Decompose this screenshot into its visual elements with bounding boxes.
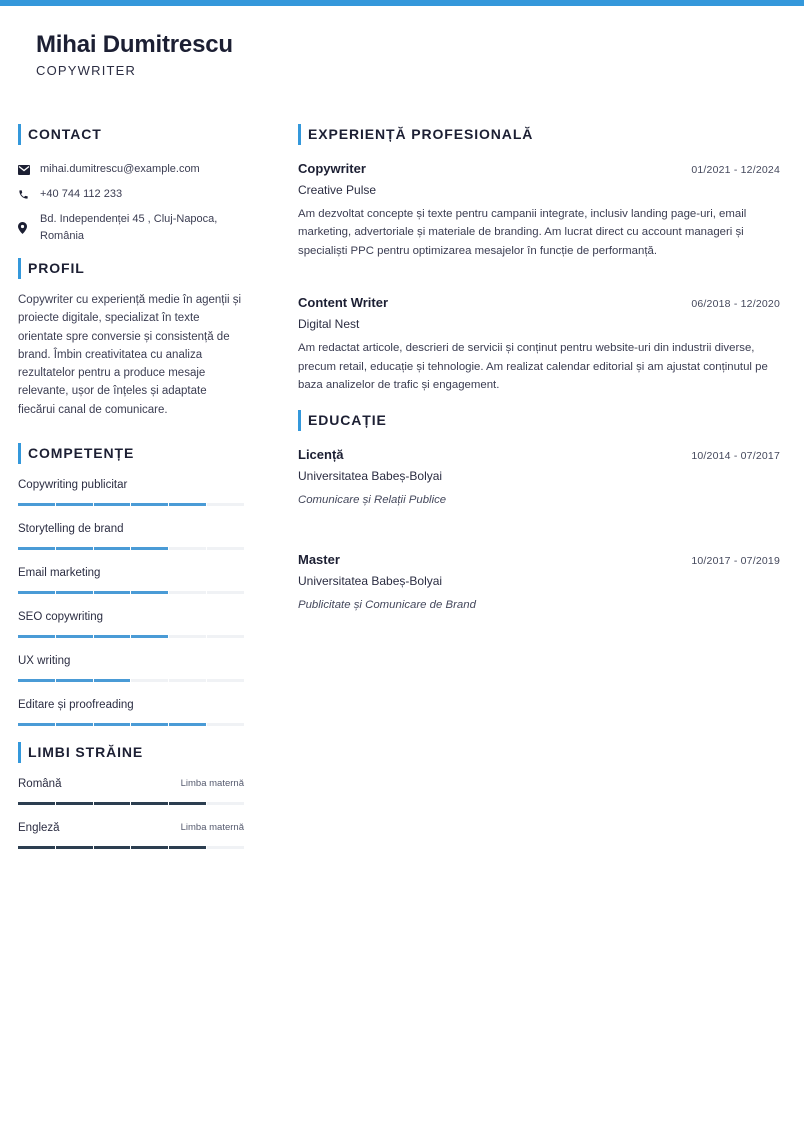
level-segment (207, 503, 244, 506)
education-section (298, 410, 780, 611)
level-segment (169, 846, 206, 849)
level-segment (94, 591, 131, 594)
language-item (18, 821, 244, 865)
job-description: Am redactat articole, descrieri de servicii și conținut pentru website-uri din industrii diverse, precum retail, educație și tehnologie. Am realizat calendar editorial și am ajustat conținutul pe baza analizelor de trafic și engagement. (298, 342, 768, 392)
level-segment (207, 723, 244, 726)
level-segment (207, 846, 244, 849)
contact-email[interactable] (18, 161, 244, 178)
top-accent-bar (0, 0, 804, 6)
level-segment (94, 503, 131, 506)
skill-level-bar (18, 679, 244, 682)
level-segment (94, 547, 131, 550)
level-segment (18, 802, 55, 805)
phone-text: +40 744 112 233 (40, 188, 123, 200)
skill-level-bar (18, 591, 244, 594)
level-segment (18, 723, 55, 726)
degree-dates: 10/2017 - 07/2019 (691, 555, 780, 568)
candidate-name: Mihai Dumitrescu (36, 31, 233, 58)
right-column (298, 124, 780, 611)
job-company: Creative Pulse (298, 183, 377, 197)
job-dates: 01/2021 - 12/2024 (691, 164, 780, 176)
level-segment (131, 802, 168, 805)
skill-name: Copywriting publicitar (18, 479, 128, 492)
job-role: Copywriter (298, 161, 366, 176)
resume-header (36, 30, 233, 78)
skill-name: SEO copywriting (18, 611, 104, 624)
level-segment (131, 635, 168, 638)
skill-item (18, 478, 244, 522)
level-segment (169, 547, 206, 550)
language-name: Română (18, 778, 62, 791)
experience-entry (298, 161, 780, 260)
skill-level-bar (18, 503, 244, 506)
institution-name: Universitatea Babeș-Bolyai (298, 574, 443, 589)
degree-name: Licență (298, 447, 344, 463)
section-title-languages: LIMBI STRĂINE (18, 742, 244, 763)
level-segment (131, 846, 168, 849)
education-entry (298, 447, 780, 506)
section-title-contact: CONTACT (18, 124, 244, 145)
job-role: Content Writer (298, 295, 389, 311)
level-segment (94, 723, 131, 726)
level-segment (169, 679, 206, 682)
level-segment (94, 802, 131, 805)
section-title-experience: EXPERIENȚĂ PROFESIONALĂ (298, 124, 780, 145)
profile-summary: Copywriter cu experiență medie în agenții și proiecte digitale, specializat în texte orientate spre conversie și consistență de brand. Îmbin creativitatea cu analiza rezultatelor pentru a produce mesaje relevante, ușor de înțeles și adaptate fiecărui canal de comunicare. (18, 294, 242, 416)
skill-level-bar (18, 723, 244, 726)
email-text: mihai.dumitrescu@example.com (40, 163, 200, 175)
level-segment (169, 591, 206, 594)
level-segment (56, 503, 93, 506)
language-level: Limba maternă (180, 778, 244, 790)
level-segment (18, 591, 55, 594)
study-field: Publicitate și Comunicare de Brand (298, 599, 476, 612)
level-segment (56, 846, 93, 849)
map-pin-icon (18, 211, 40, 245)
skill-level-bar (18, 547, 244, 550)
level-segment (131, 503, 168, 506)
job-dates: 06/2018 - 12/2020 (691, 298, 780, 311)
language-name: Engleză (18, 822, 60, 835)
level-segment (56, 723, 93, 726)
level-segment (207, 591, 244, 594)
contact-address (18, 211, 244, 245)
skill-item (18, 698, 244, 742)
skill-name: Storytelling de brand (18, 523, 124, 536)
job-description: Am dezvoltat concepte și texte pentru campanii integrate, inclusiv landing page-uri, email marketing, advertoriale și materiale de branding. Am lucrat direct cu account manageri și specialiști PPC pentru optimizarea mesajelor în funcție de performanță. (298, 208, 747, 257)
level-segment (56, 547, 93, 550)
experience-section (298, 124, 780, 394)
experience-entry (298, 295, 780, 394)
level-segment (18, 503, 55, 506)
study-field: Comunicare și Relații Publice (298, 494, 447, 507)
degree-name: Master (298, 552, 340, 568)
level-segment (56, 635, 93, 638)
level-segment (94, 635, 131, 638)
skill-item (18, 654, 244, 698)
language-level-bar (18, 802, 244, 805)
level-segment (94, 846, 131, 849)
section-title-education: EDUCAȚIE (298, 410, 780, 431)
contact-phone[interactable] (18, 186, 244, 203)
level-segment (131, 591, 168, 594)
level-segment (207, 679, 244, 682)
skill-name: Email marketing (18, 567, 101, 580)
level-segment (56, 802, 93, 805)
level-segment (207, 547, 244, 550)
level-segment (169, 635, 206, 638)
contact-section (18, 124, 244, 245)
skill-name: UX writing (18, 655, 71, 668)
skill-item (18, 522, 244, 566)
envelope-icon (18, 161, 40, 178)
degree-dates: 10/2014 - 07/2017 (691, 450, 780, 463)
language-level-bar (18, 846, 244, 849)
level-segment (18, 679, 55, 682)
section-title-profile: PROFIL (18, 258, 244, 279)
skills-section (18, 443, 244, 742)
education-entry (298, 552, 780, 611)
level-segment (131, 679, 168, 682)
profile-section (18, 258, 244, 419)
skill-level-bar (18, 635, 244, 638)
level-segment (207, 802, 244, 805)
level-segment (131, 723, 168, 726)
level-segment (207, 635, 244, 638)
language-level: Limba maternă (180, 822, 244, 834)
address-text: Bd. Independenței 45 , Cluj-Napoca, România (40, 213, 218, 242)
level-segment (18, 635, 55, 638)
skill-name: Editare și proofreading (18, 699, 134, 712)
phone-icon (18, 186, 40, 203)
skill-item (18, 566, 244, 610)
skill-item (18, 610, 244, 654)
institution-name: Universitatea Babeș-Bolyai (298, 469, 443, 484)
level-segment (56, 679, 93, 682)
level-segment (131, 547, 168, 550)
level-segment (169, 723, 206, 726)
level-segment (18, 846, 55, 849)
level-segment (94, 679, 131, 682)
level-segment (169, 503, 206, 506)
candidate-title: COPYWRITER (36, 63, 137, 78)
left-column (18, 124, 244, 865)
language-item (18, 777, 244, 821)
languages-section (18, 742, 244, 865)
job-company: Digital Nest (298, 317, 360, 332)
section-title-skills: COMPETENȚE (18, 443, 244, 464)
level-segment (56, 591, 93, 594)
level-segment (18, 547, 55, 550)
level-segment (169, 802, 206, 805)
